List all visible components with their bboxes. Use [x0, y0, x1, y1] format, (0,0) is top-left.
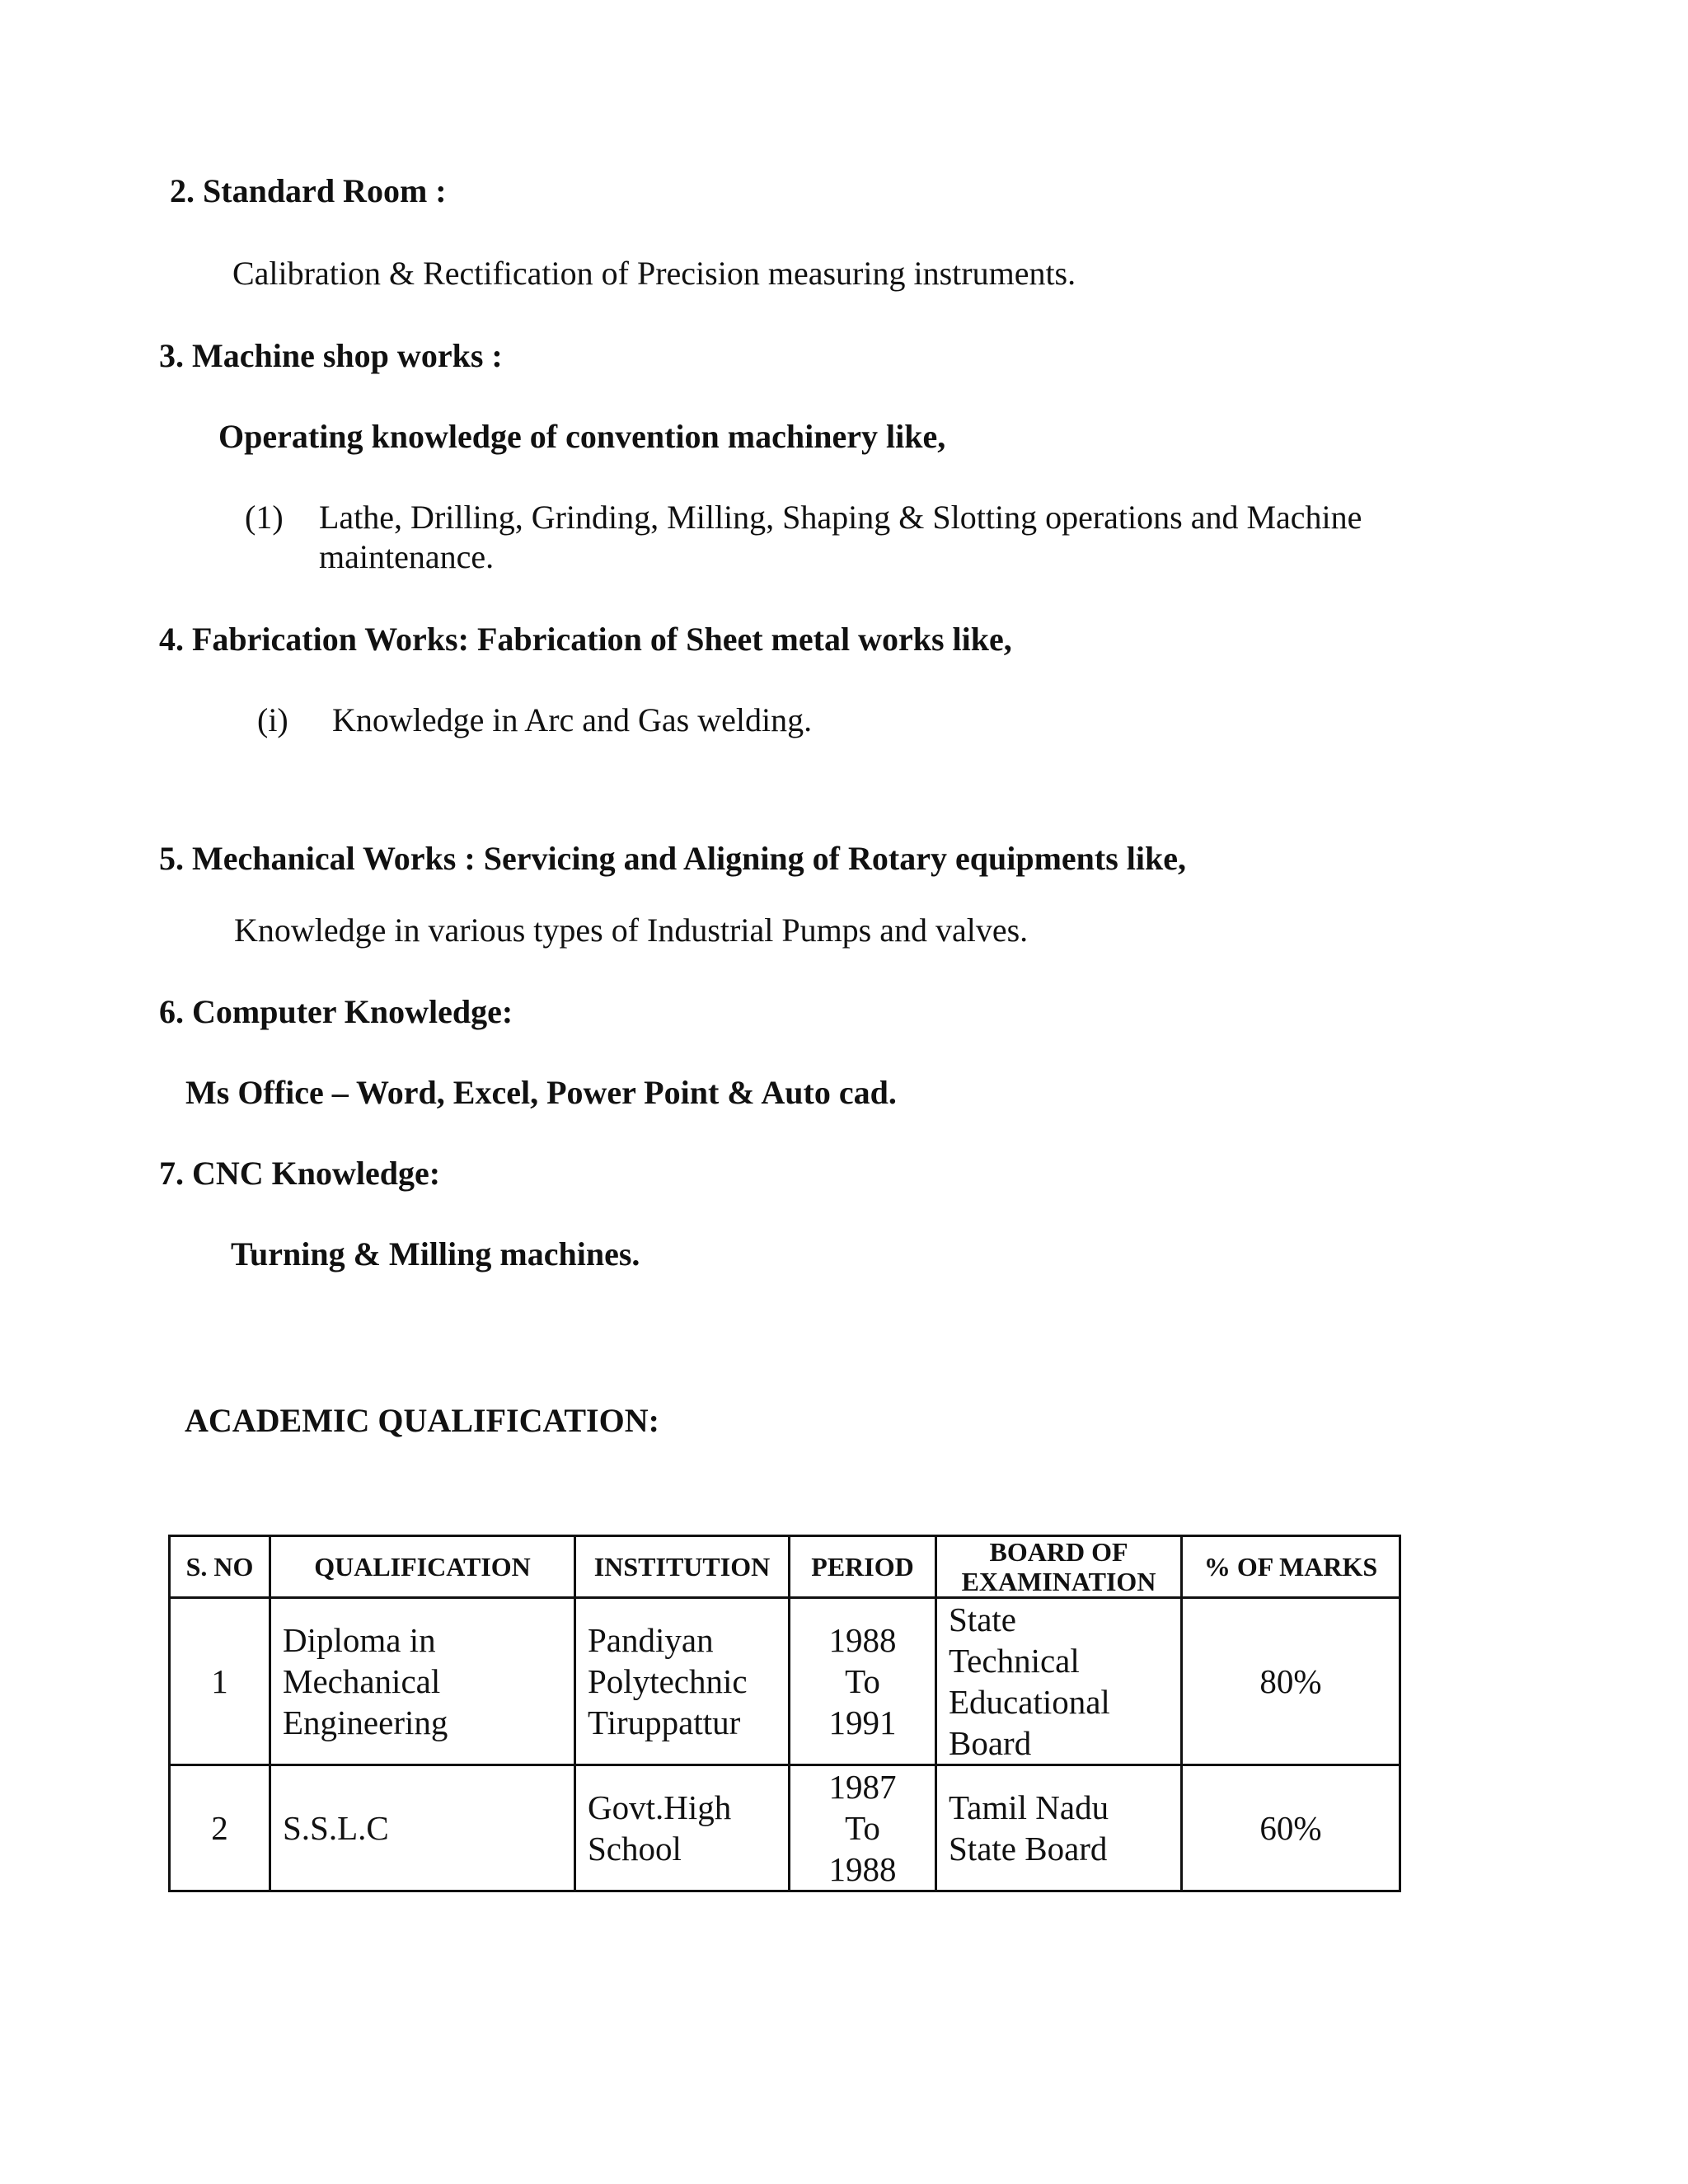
cell-line: Tamil Nadu — [949, 1788, 1109, 1826]
table-cell-board — [936, 1765, 1182, 1891]
academic-table — [168, 1535, 1401, 1892]
table-row — [170, 1765, 1400, 1891]
cell-line: Pandiyan — [588, 1621, 714, 1659]
mechanical-text: Knowledge in various types of Industrial Pumps and valves. — [234, 912, 1029, 949]
cell-line: To — [845, 1809, 880, 1847]
cell-line: Tiruppattur — [588, 1704, 741, 1741]
column-header: % OF MARKS — [1182, 1536, 1400, 1598]
table-cell-marks: 60% — [1182, 1765, 1400, 1891]
section-heading-standard-room: 2. Standard Room : — [170, 172, 447, 209]
list-marker: (i) — [257, 701, 288, 738]
table-cell-qualification — [270, 1765, 575, 1891]
column-header: QUALIFICATION — [270, 1536, 575, 1598]
table-cell-qualification — [270, 1598, 575, 1765]
section-heading-cnc: 7. CNC Knowledge: — [159, 1155, 441, 1192]
machine-shop-item-line2: maintenance. — [319, 538, 495, 575]
cell-line: Engineering — [283, 1704, 448, 1741]
table-cell-sno: 1 — [170, 1598, 270, 1765]
section-heading-computer: 6. Computer Knowledge: — [159, 993, 513, 1030]
cell-line: To — [845, 1662, 880, 1700]
cnc-text: Turning & Milling machines. — [231, 1235, 640, 1272]
column-header-line: BOARD OF — [989, 1537, 1128, 1567]
table-cell-board — [936, 1598, 1182, 1765]
table-cell-institution — [575, 1765, 790, 1891]
cell-line: S.S.L.C — [283, 1809, 389, 1847]
table-cell-period — [790, 1765, 936, 1891]
cell-line: Board — [949, 1724, 1032, 1762]
cell-line: Polytechnic — [588, 1662, 748, 1700]
table-header-row — [170, 1536, 1400, 1598]
table-row — [170, 1598, 1400, 1765]
standard-room-text: Calibration & Rectification of Precision measuring instruments. — [232, 255, 1076, 292]
computer-text: Ms Office – Word, Excel, Power Point & Auto cad. — [185, 1074, 897, 1111]
table-cell-period — [790, 1598, 936, 1765]
section-heading-mechanical: 5. Mechanical Works : Servicing and Aligning of Rotary equipments like, — [159, 840, 1186, 877]
cell-line: 1987 — [828, 1768, 897, 1806]
table-cell-sno: 2 — [170, 1765, 270, 1891]
column-header: PERIOD — [790, 1536, 936, 1598]
cell-line: State — [949, 1601, 1016, 1638]
cell-line: Govt.High — [588, 1788, 732, 1826]
academic-heading: ACADEMIC QUALIFICATION: — [185, 1402, 659, 1439]
section-heading-fabrication: 4. Fabrication Works: Fabrication of Sheet metal works like, — [159, 621, 1012, 658]
cell-line: State Board — [949, 1830, 1108, 1868]
cell-line: Mechanical — [283, 1662, 441, 1700]
column-header — [936, 1536, 1182, 1598]
machine-shop-subheading: Operating knowledge of convention machinery like, — [218, 418, 946, 455]
cell-line: Diploma in — [283, 1621, 436, 1659]
cell-line: 1988 — [828, 1621, 897, 1659]
table-cell-marks: 80% — [1182, 1598, 1400, 1765]
section-heading-machine-shop: 3. Machine shop works : — [159, 337, 503, 374]
list-marker: (1) — [245, 499, 284, 536]
cell-line: 1988 — [828, 1850, 897, 1888]
cell-line: Educational — [949, 1683, 1110, 1721]
machine-shop-item-line1: Lathe, Drilling, Grinding, Milling, Shaping & Slotting operations and Machine — [319, 499, 1362, 536]
column-header: INSTITUTION — [575, 1536, 790, 1598]
column-header: S. NO — [170, 1536, 270, 1598]
cell-line: School — [588, 1830, 682, 1868]
column-header-line: EXAMINATION — [961, 1567, 1156, 1596]
fabrication-item-text: Knowledge in Arc and Gas welding. — [332, 701, 813, 738]
cell-line: 1991 — [828, 1704, 897, 1741]
cell-line: Technical — [949, 1642, 1080, 1680]
table-cell-institution — [575, 1598, 790, 1765]
